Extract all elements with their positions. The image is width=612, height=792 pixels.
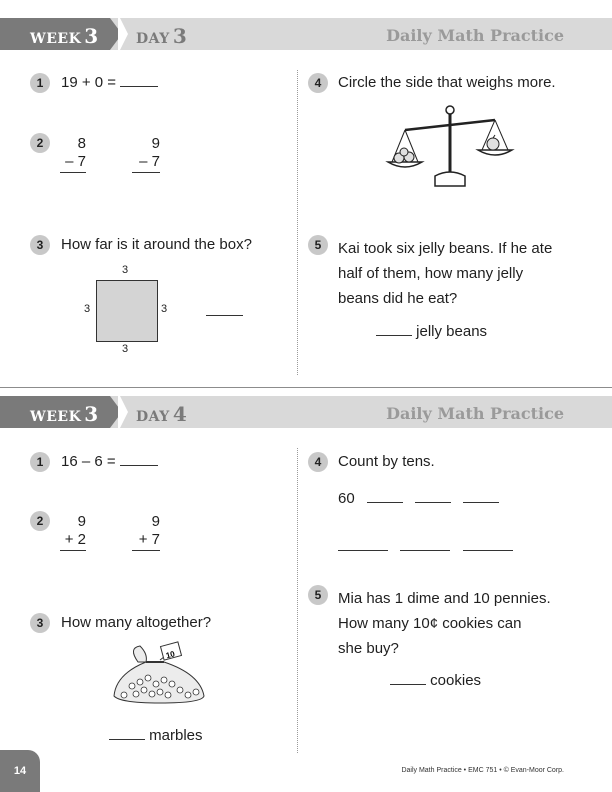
side-label-bottom: 3 [122, 343, 129, 355]
answer-blank[interactable] [367, 501, 403, 503]
answer-blank[interactable] [109, 738, 145, 740]
balance-scale-icon[interactable] [385, 102, 515, 194]
page-number: 14 [0, 750, 40, 792]
bag-tag-label: 10 [164, 649, 176, 661]
question-number: 1 [30, 452, 50, 472]
question-number: 5 [308, 235, 328, 255]
question-number: 4 [308, 73, 328, 93]
square-box [96, 280, 158, 342]
answer-blank[interactable] [463, 501, 499, 503]
week-label: WEEK 3 [30, 24, 99, 48]
question-number: 5 [308, 585, 328, 605]
question-1: 16 – 6 = [61, 453, 158, 470]
header-band-day3 [0, 18, 612, 50]
answer-blank[interactable] [376, 334, 412, 336]
answer-blank[interactable] [120, 464, 158, 466]
question-number: 3 [30, 235, 50, 255]
question-5-text: Kai took six jelly beans. If he ate half of them, how many jelly beans did he eat? [338, 240, 553, 307]
count-sequence-row-1: 60 [338, 490, 499, 507]
header-band-day4 [0, 396, 612, 428]
question-number: 4 [308, 452, 328, 472]
question-number: 3 [30, 613, 50, 633]
section-title: Daily Math Practice [386, 26, 564, 45]
answer-blank[interactable] [206, 314, 243, 316]
side-label-right: 3 [161, 303, 168, 315]
side-label-top: 3 [122, 264, 129, 276]
answer-blank[interactable] [338, 549, 388, 551]
side-label-left: 3 [84, 303, 91, 315]
question-number: 2 [30, 511, 50, 531]
answer-blank[interactable] [390, 683, 426, 685]
copyright-credit: Daily Math Practice • EMC 751 • © Evan-Moor Corp. [401, 767, 564, 774]
answer-line: cookies [390, 672, 481, 689]
question-3-text: How far is it around the box? [61, 236, 252, 253]
question-5-text: Mia has 1 dime and 10 pennies. How many 10¢ cookies can she buy? [338, 590, 551, 657]
subtraction-problem-a: 8 – 7 [60, 135, 86, 174]
question-4-text: Circle the side that weighs more. [338, 74, 556, 91]
answer-line: jelly beans [376, 323, 487, 340]
column-divider [297, 448, 298, 753]
count-sequence-row-2 [338, 538, 513, 556]
answer-blank[interactable] [400, 549, 450, 551]
section-separator [0, 387, 612, 388]
subtraction-problem-b: 9 – 7 [132, 135, 160, 174]
addition-problem-b: 9 + 7 [132, 513, 160, 552]
answer-blank[interactable] [463, 549, 513, 551]
question-3-text: How many altogether? [61, 614, 212, 631]
answer-blank[interactable] [120, 85, 158, 87]
marble-bag-icon [110, 640, 210, 706]
answer-blank[interactable] [415, 501, 451, 503]
day-label: DAY 4 [136, 402, 188, 426]
addition-problem-a: 9 + 2 [60, 513, 86, 552]
section-title: Daily Math Practice [386, 404, 564, 423]
column-divider [297, 70, 298, 375]
question-1: 19 + 0 = [61, 74, 158, 91]
question-number: 2 [30, 133, 50, 153]
week-label: WEEK 3 [30, 402, 99, 426]
question-number: 1 [30, 73, 50, 93]
day-label: DAY 3 [136, 24, 188, 48]
answer-line: marbles [109, 727, 203, 744]
question-4-text: Count by tens. [338, 453, 435, 470]
